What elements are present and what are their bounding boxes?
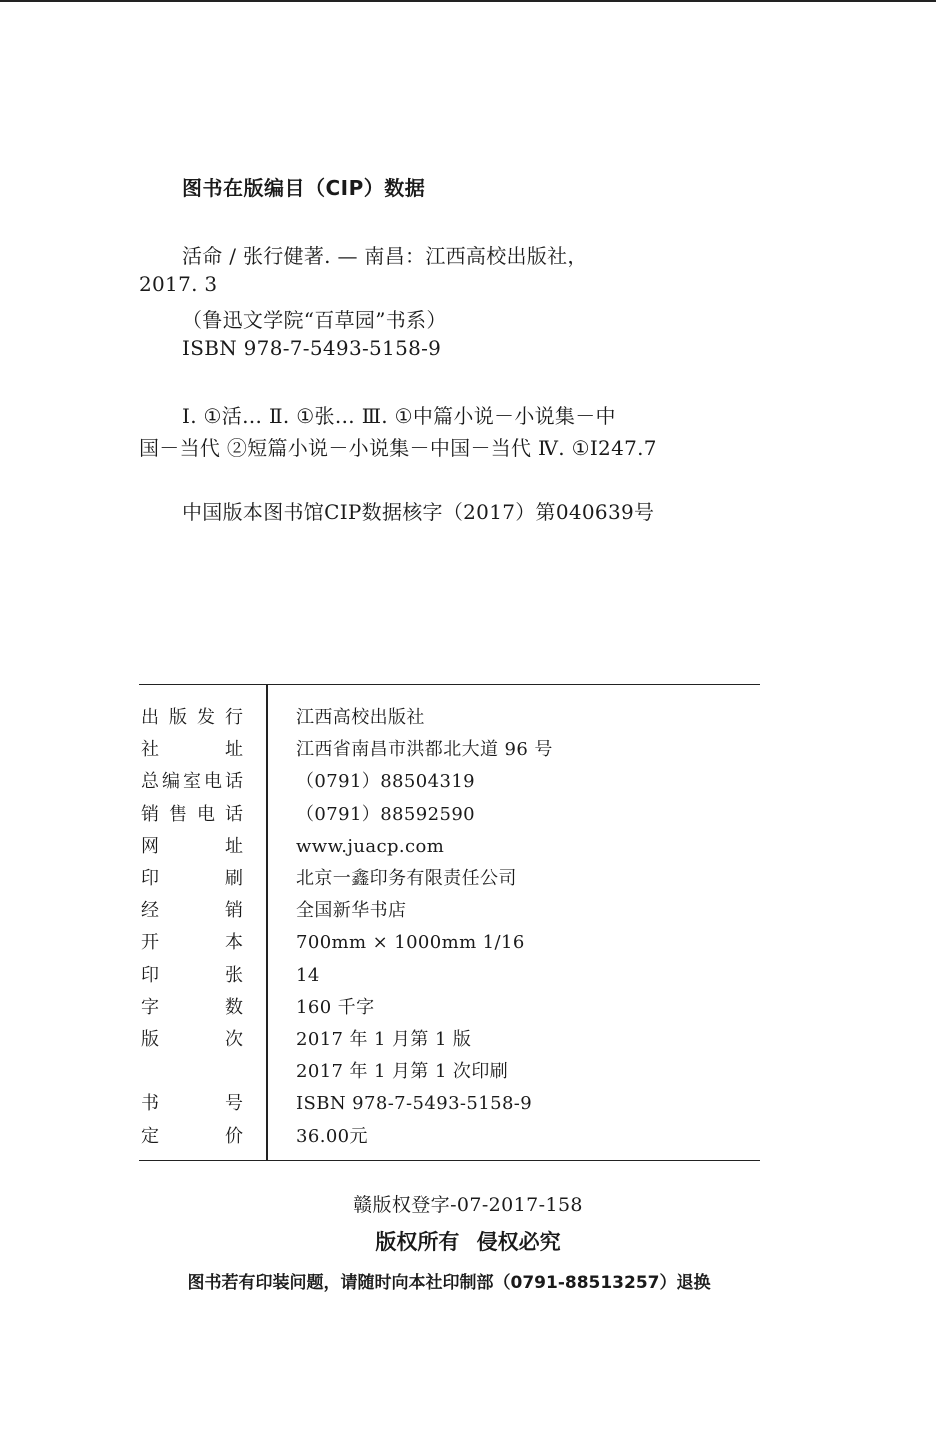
row-label: [141, 702, 243, 734]
table-row: [139, 1088, 760, 1120]
row-label: [141, 927, 243, 959]
row-label: [141, 1088, 243, 1120]
row-label-char: 网: [141, 835, 159, 857]
row-label: [141, 895, 243, 927]
row-value: 江西高校出版社: [296, 707, 425, 728]
row-label-char: 经: [141, 900, 159, 922]
row-label-char: 次: [225, 1029, 243, 1050]
row-label-char: 总: [141, 771, 159, 793]
table-row: [139, 1024, 760, 1056]
row-label-char: 行: [225, 707, 243, 728]
row-label-char: 话: [225, 803, 243, 825]
publication-info-table: [139, 684, 760, 1161]
row-label: [141, 734, 243, 766]
row-value: ISBN 978-7-5493-5158-9: [296, 1093, 533, 1115]
row-label-char: 版: [141, 1029, 159, 1050]
table-row: [139, 831, 760, 863]
row-label-char: 电: [197, 803, 215, 825]
table-row: [139, 1121, 760, 1153]
cip-verification-line: 中国版本图书馆CIP数据核字（2017）第040639号: [182, 500, 655, 524]
cip-heading: 图书在版编目（CIP）数据: [182, 176, 426, 200]
row-label-char: 址: [225, 739, 243, 761]
table-row: [139, 734, 760, 766]
row-label: [141, 831, 243, 863]
row-label: [141, 1121, 243, 1153]
row-label: [141, 799, 243, 831]
row-label: [141, 766, 243, 798]
row-label-char: 书: [141, 1093, 159, 1115]
rights-statement: 版权所有 侵权必究: [375, 1230, 561, 1254]
row-label-char: 室: [183, 771, 201, 793]
table-row: [139, 895, 760, 927]
row-label-char: 出: [141, 707, 159, 728]
copyright-registration: 赣版权登字-07-2017-158: [353, 1194, 583, 1216]
row-label-char: 刷: [225, 868, 243, 889]
row-value: 2017 年 1 月第 1 版: [296, 1029, 472, 1050]
row-value: www.juacp.com: [296, 835, 445, 857]
row-label-char: 印: [141, 868, 159, 889]
row-label-char: 售: [169, 803, 187, 825]
table-row: [139, 1056, 760, 1088]
row-value: （0791）88504319: [296, 771, 476, 793]
table-row: [139, 863, 760, 895]
cip-entry-line-2: 2017. 3: [139, 272, 218, 296]
cip-series-line: （鲁迅文学院“百草园”书系）: [182, 308, 447, 332]
row-label-char: 数: [225, 996, 243, 1018]
table-row: [139, 702, 760, 734]
row-label-char: 本: [225, 932, 243, 954]
row-label-char: 印: [141, 964, 159, 986]
row-label-char: 销: [141, 803, 159, 825]
row-value: （0791）88592590: [296, 803, 476, 825]
row-label-char: 价: [225, 1125, 243, 1147]
row-label: [141, 1024, 243, 1056]
row-value: 2017 年 1 月第 1 次印刷: [296, 1061, 509, 1083]
table-row: [139, 960, 760, 992]
row-label-char: 号: [225, 1093, 243, 1115]
row-value: 江西省南昌市洪都北大道 96 号: [296, 739, 553, 761]
row-value: 700mm × 1000mm 1/16: [296, 932, 525, 954]
row-label-char: 话: [225, 771, 243, 793]
top-border-rule: [0, 0, 936, 2]
row-value: 全国新华书店: [296, 900, 407, 922]
row-label-char: 开: [141, 932, 159, 954]
row-label-char: 发: [197, 707, 215, 728]
row-label: [141, 863, 243, 895]
row-label-char: 销: [225, 900, 243, 922]
row-value: 北京一鑫印务有限责任公司: [296, 868, 517, 889]
row-label-char: 版: [169, 707, 187, 728]
cip-isbn-line: ISBN 978-7-5493-5158-9: [182, 336, 442, 360]
row-label: [141, 1056, 243, 1088]
defect-return-notice: 图书若有印装问题，请随时向本社印制部（0791-88513257）退换: [187, 1273, 711, 1293]
row-label: [141, 960, 243, 992]
row-value: 14: [296, 964, 320, 986]
row-label: [141, 992, 243, 1024]
row-value: 160 千字: [296, 996, 375, 1018]
row-label-char: 张: [225, 964, 243, 986]
table-row: [139, 992, 760, 1024]
row-value: 36.00元: [296, 1125, 368, 1147]
cip-classification-line-2: 国－当代 ②短篇小说－小说集－中国－当代 Ⅳ. ①I247.7: [139, 436, 657, 460]
row-label-char: 字: [141, 996, 159, 1018]
table-row: [139, 799, 760, 831]
cip-entry-line-1: 活命 / 张行健著. — 南昌：江西高校出版社，: [182, 244, 588, 268]
row-label-char: 电: [204, 771, 222, 793]
table-row: [139, 927, 760, 959]
cip-classification-line-1: Ⅰ. ①活… Ⅱ. ①张… Ⅲ. ①中篇小说－小说集－中: [182, 404, 616, 428]
row-label-char: 址: [225, 835, 243, 857]
table-row: [139, 766, 760, 798]
row-label-char: 社: [141, 739, 159, 761]
row-label-char: 定: [141, 1125, 159, 1147]
row-label-char: 编: [162, 771, 180, 793]
